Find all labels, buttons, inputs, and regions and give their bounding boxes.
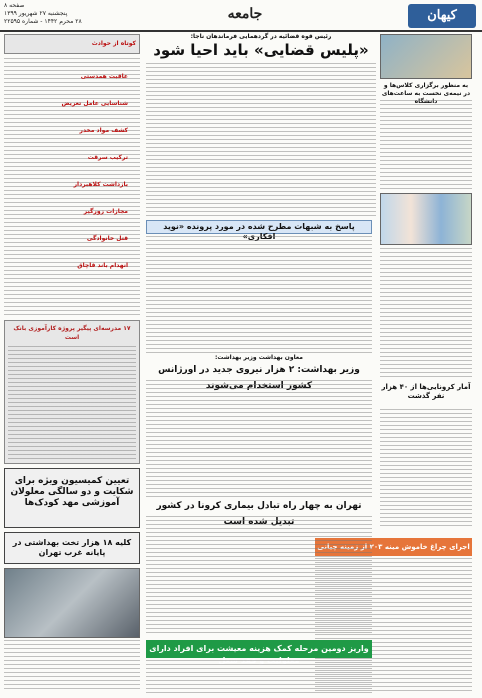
sidebar-item: انهدام باند قاچاق	[77, 262, 128, 269]
health-headline-super: معاون بهداشت وزیر بهداشت:	[214, 354, 304, 361]
health-headline: وزیر بهداشت: ۲ هزار نیروی جدید در اورژانس کشور استخدام می‌شوند	[158, 365, 360, 391]
sidebar-text	[4, 58, 140, 318]
right-lower-text	[380, 409, 472, 529]
section-title: جامعه	[227, 6, 263, 22]
left-gray-text	[8, 346, 136, 460]
left-bed-headline: کلیه ۱۸ هزار تخت بهداشتی در پایانه غرب تهران	[12, 538, 132, 557]
right-column-text	[380, 248, 472, 378]
welfare-headline: واریز دومین مرحله کمک هزینه معیشت برای افراد دارای معلولیت و فقد شغل	[149, 644, 369, 665]
sidebar-item: عاقبت همدستی	[80, 73, 128, 80]
right-article-text	[380, 100, 472, 192]
corona-headline: تهران به چهار راه تبادل بیماری کرونا در کشور تبدیل شده است	[156, 501, 362, 527]
welfare-article-text	[146, 660, 372, 694]
masthead	[0, 0, 482, 32]
middle-headline: پاسخ به شبهات مطرح شده در مورد پرونده «نوید افکاری»	[163, 222, 355, 241]
main-headline-super: رئیس قوه قضائیه در گردهمایی فرماندهان ناجا:	[190, 33, 332, 40]
health-article-text	[146, 380, 372, 498]
street-photo	[4, 568, 140, 638]
issue-line-2: پنجشنبه ۲۷ شهریور ۱۳۹۹	[4, 10, 68, 17]
students-masks-photo	[380, 193, 472, 245]
sidebar-item: بازداشت کلاهبردار	[73, 181, 128, 188]
issue-info	[4, 2, 82, 26]
left-gray-headline: ۱۷ مدرسه‌ای پیگیر پروژه کارآموزی بانک است	[13, 325, 131, 341]
newspaper-logo: کیهان	[408, 4, 476, 28]
main-article-text	[146, 63, 376, 217]
sidebar-item: کشف مواد مخدر	[79, 127, 128, 134]
issue-line-3: ۲۸ محرم ۱۴۴۲ - شماره ۲۲۵۹۵	[4, 18, 82, 25]
middle-article-text	[146, 236, 372, 354]
left-bottom-text	[4, 640, 140, 692]
orange-headline: اجرای چراغ خاموش مینه ۲۰۳ از زمینه چیانی	[315, 538, 472, 556]
sidebar-title: کوتاه از حوادث	[91, 40, 136, 47]
top-right-photo	[380, 34, 472, 79]
sidebar-item: مجازات زورگیر	[83, 208, 128, 215]
sidebar-item: قتل خانوادگی	[86, 235, 128, 242]
sidebar-item: شناسایی عامل تعریض	[61, 100, 128, 107]
right-small-headline: آمار کرونایی‌ها از ۴۰ هزار نفر گذشت	[381, 383, 471, 400]
main-headline: «پلیس قضایی» باید احیا شود	[153, 41, 369, 59]
right-top-headline: به منظور برگزاری کلاس‌ها و در نیمه‌ی نخست به ساعت‌های دانشگاه	[381, 82, 471, 105]
left-commission-headline: تعیین کمیسیون ویژه برای شکایت و دو سالگی معلولان آموزشی مهد کودک‌ها	[10, 476, 134, 508]
sidebar-item: ترکیب سرقت	[87, 154, 128, 161]
issue-line-1: صفحه ۸	[4, 2, 25, 9]
corona-article-text	[146, 516, 372, 636]
